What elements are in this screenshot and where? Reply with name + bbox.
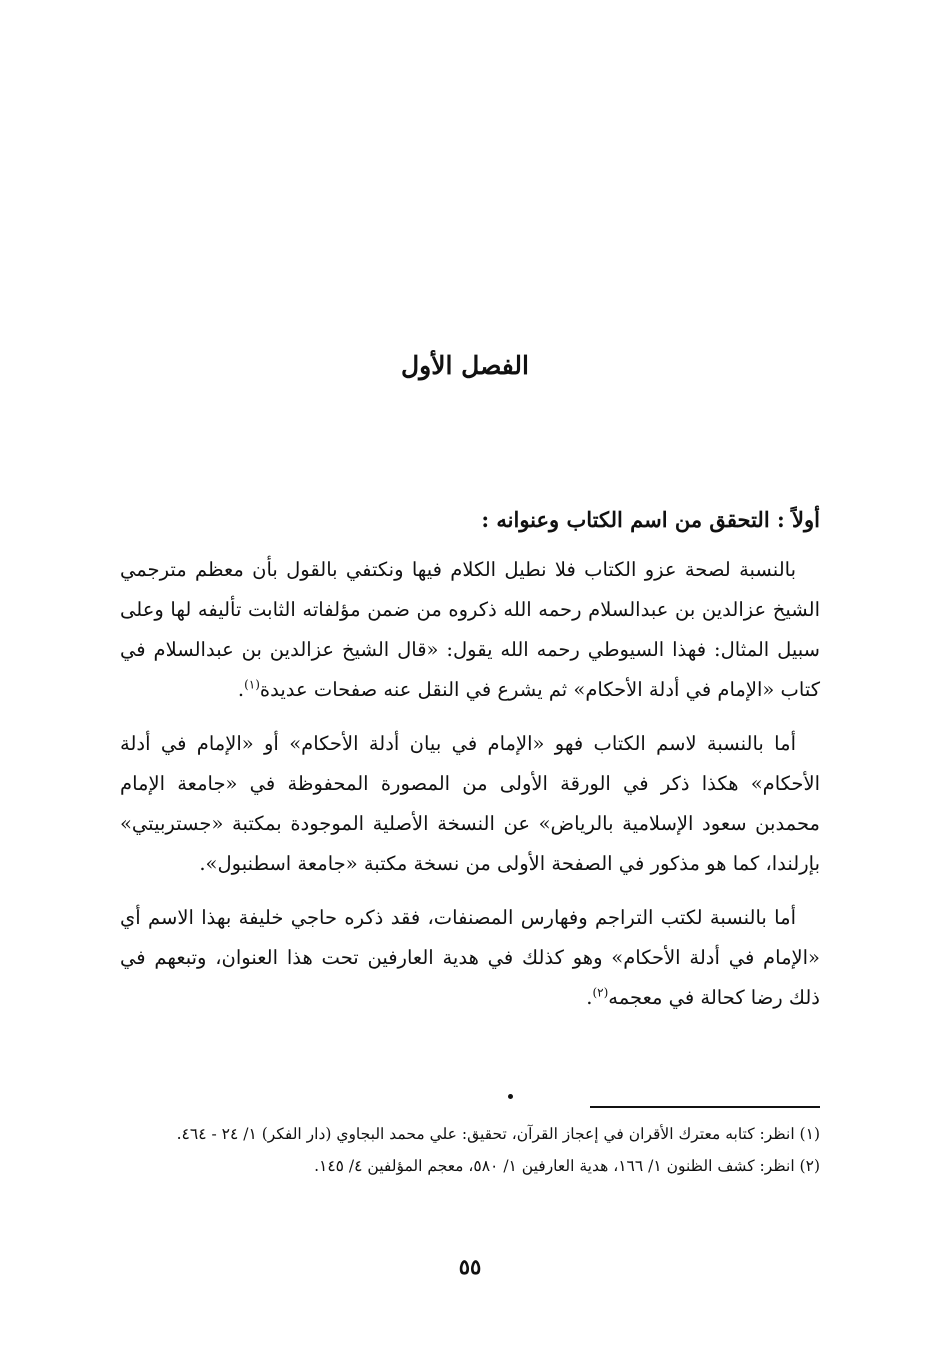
footnotes [120,1118,820,1182]
section-heading: أولاً : التحقق من اسم الكتاب وعنوانه : [481,507,820,532]
decorative-dot [508,1094,513,1099]
footnote-ref: (١) [244,677,260,692]
chapter-title: الفصل الأول [401,351,529,380]
main-text [120,500,820,1032]
paragraph-text: أما بالنسبة لكتب التراجم وفهارس المصنفات، فقد ذكره حاجي خليفة بهذا الاسم أي «الإمام في أدلة الأحكام» وهو كذلك في هدية العارفين تحت هذا العنوان، وتبعهم في ذلك رضا كحالة في معجمه [120,906,820,1009]
footnote-divider [590,1106,820,1108]
footnote: (١) انظر: كتابه معترك الأقران في إعجاز القرآن، تحقيق: علي محمد البجاوي (دار الفكر) ١/ ٢٤ - ٤٦٤. [176,1125,820,1143]
page-number: ٥٥ [458,1254,482,1279]
footnote-ref: (٢) [592,985,609,1000]
paragraph [120,724,820,884]
paragraph [120,550,820,710]
paragraph-tail: . [237,678,245,701]
paragraph-text: بالنسبة لصحة عزو الكتاب فلا نطيل الكلام فيها ونكتفي بالقول بأن معظم مترجمي الشيخ عزالدين بن عبدالسلام رحمه الله ذكروه من ضمن مؤلفاته الثابت تأليفه لها وعلى سبيل المثال: فهذا السيوطي رحمه الله يقول: «قال الشيخ عزالدين بن عبدالسلام في كتاب «الإمام في أدلة الأحكام» ثم يشرع في النقل عنه صفحات عديدة [120,558,820,701]
footnote: (٢) انظر: كشف الظنون ١/ ١٦٦، هدية العارفين ١/ ٥٨٠، معجم المؤلفين ٤/ ١٤٥. [314,1157,820,1175]
paragraph-text: أما بالنسبة لاسم الكتاب فهو «الإمام في بيان أدلة الأحكام» أو «الإمام في أدلة الأحكام» هكذا ذكر في الورقة الأولى من المصورة المحفوظة في «جامعة الإمام محمدبن سعود الإسلامية بالرياض» عن النسخة الأصلية الموجودة بمكتبة «جستربيتي» بإرلندا، كما هو مذكور في الصفحة الأولى من نسخة مكتبة «جامعة اسطنبول». [120,732,820,875]
paragraph [120,898,820,1018]
paragraph-tail: . [586,986,593,1009]
